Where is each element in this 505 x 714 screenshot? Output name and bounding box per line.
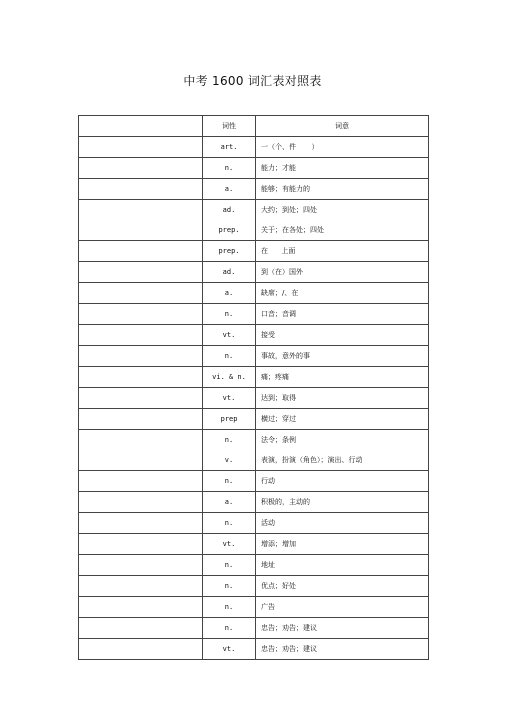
- part-of-speech-cell: [203, 346, 256, 367]
- part-of-speech-text: ad.: [222, 268, 236, 276]
- meaning-text: 广告: [261, 603, 275, 611]
- meaning-text: 达到；取得: [261, 394, 296, 402]
- table-row: [79, 262, 429, 283]
- header-part-of-speech: 词性: [203, 116, 256, 137]
- meaning-text: 行动: [261, 477, 275, 485]
- word-cell: [79, 597, 203, 618]
- word-text: [79, 220, 202, 240]
- word-text: [79, 409, 202, 429]
- table-row: [79, 534, 429, 555]
- part-of-speech-cell: [203, 555, 256, 576]
- meaning-text: 法令；条例: [261, 436, 296, 444]
- word-text: [79, 430, 202, 450]
- table-row: [79, 367, 429, 388]
- table-row: [79, 388, 429, 409]
- meaning-text: 增添；增加: [261, 540, 296, 548]
- meaning-text: 事故，意外的事: [261, 352, 310, 360]
- part-of-speech-cell: [203, 492, 256, 513]
- meaning-text: 表演，扮演（角色）；演出、行动: [261, 456, 363, 464]
- table-row: [79, 492, 429, 513]
- meaning-text: 能够；有能力的: [261, 185, 310, 193]
- meaning-cell: [256, 158, 429, 179]
- word-text: [79, 576, 202, 596]
- part-of-speech-cell: [203, 158, 256, 179]
- part-of-speech-cell: [203, 283, 256, 304]
- meaning-cell: [256, 346, 429, 367]
- meaning-text: 一（个、件 ）: [261, 143, 319, 151]
- meaning-text: 忠告；劝告；建议: [261, 645, 317, 653]
- part-of-speech-cell: [203, 388, 256, 409]
- word-text: [79, 304, 202, 324]
- word-text: [79, 618, 202, 638]
- part-of-speech-text: vt.: [222, 645, 236, 653]
- page-title: 中考 1600 词汇表对照表: [183, 74, 322, 88]
- table-header-row: [79, 116, 429, 137]
- part-of-speech-text: n.: [224, 310, 234, 318]
- part-of-speech-cell: [203, 576, 256, 597]
- meaning-cell: [256, 325, 429, 346]
- word-cell: [79, 200, 203, 241]
- word-text: [79, 262, 202, 282]
- header-word: [79, 116, 203, 137]
- word-text: [79, 513, 202, 533]
- part-of-speech-cell: [203, 200, 256, 241]
- word-cell: [79, 639, 203, 660]
- part-of-speech-text: vt.: [222, 331, 236, 339]
- word-text: [79, 158, 202, 178]
- word-cell: [79, 576, 203, 597]
- meaning-text: 能力；才能: [261, 164, 296, 172]
- word-cell: [79, 241, 203, 262]
- part-of-speech-cell: [203, 241, 256, 262]
- word-text: [79, 597, 202, 617]
- word-cell: [79, 513, 203, 534]
- meaning-cell: [256, 388, 429, 409]
- part-of-speech-text: ad.: [222, 206, 236, 214]
- table-row: [79, 200, 429, 241]
- word-text: [79, 492, 202, 512]
- meaning-text: 痛；疼痛: [261, 373, 289, 381]
- table-row: [79, 137, 429, 158]
- part-of-speech-cell: [203, 639, 256, 660]
- part-of-speech-cell: [203, 304, 256, 325]
- word-cell: [79, 325, 203, 346]
- part-of-speech-cell: [203, 325, 256, 346]
- meaning-text: 积极的，主动的: [261, 498, 310, 506]
- meaning-cell: [256, 597, 429, 618]
- part-of-speech-text: v.: [224, 456, 234, 464]
- word-cell: [79, 262, 203, 283]
- word-text: [79, 346, 202, 366]
- word-cell: [79, 534, 203, 555]
- meaning-cell: [256, 430, 429, 471]
- part-of-speech-cell: [203, 534, 256, 555]
- table-row: [79, 409, 429, 430]
- meaning-cell: [256, 513, 429, 534]
- part-of-speech-cell: [203, 618, 256, 639]
- table-row: [79, 430, 429, 471]
- part-of-speech-text: n.: [224, 624, 234, 632]
- table-row: [79, 179, 429, 200]
- word-text: [79, 137, 202, 157]
- table-row: [79, 304, 429, 325]
- word-text: [79, 325, 202, 345]
- part-of-speech-text: n.: [224, 477, 234, 485]
- meaning-cell: [256, 492, 429, 513]
- header-meaning: 词意: [256, 116, 429, 137]
- meaning-text: 忠告；劝告；建议: [261, 624, 317, 632]
- meaning-cell: [256, 179, 429, 200]
- meaning-cell: [256, 241, 429, 262]
- part-of-speech-cell: [203, 137, 256, 158]
- meaning-cell: [256, 200, 429, 241]
- meaning-text: 横过；穿过: [261, 415, 296, 423]
- part-of-speech-cell: [203, 597, 256, 618]
- word-text: [79, 471, 202, 491]
- word-cell: [79, 179, 203, 200]
- meaning-text: 优点；好处: [261, 582, 296, 590]
- word-cell: [79, 283, 203, 304]
- table-row: [79, 618, 429, 639]
- word-cell: [79, 492, 203, 513]
- table-row: [79, 241, 429, 262]
- part-of-speech-text: prep.: [218, 247, 240, 255]
- word-cell: [79, 158, 203, 179]
- word-cell: [79, 137, 203, 158]
- meaning-cell: [256, 555, 429, 576]
- table-row: [79, 471, 429, 492]
- part-of-speech-text: prep.: [218, 226, 240, 234]
- part-of-speech-cell: [203, 513, 256, 534]
- part-of-speech-text: a.: [224, 498, 234, 506]
- part-of-speech-cell: [203, 471, 256, 492]
- part-of-speech-cell: [203, 430, 256, 471]
- meaning-text: 关于；在各处；四处: [261, 226, 324, 234]
- word-cell: [79, 471, 203, 492]
- word-cell: [79, 430, 203, 471]
- part-of-speech-text: art.: [220, 143, 238, 151]
- word-text: [79, 388, 202, 408]
- word-text: [79, 179, 202, 199]
- meaning-cell: [256, 639, 429, 660]
- table-row: [79, 513, 429, 534]
- part-of-speech-cell: [203, 179, 256, 200]
- meaning-text: 大约；到处；四处: [261, 206, 317, 214]
- part-of-speech-text: vi. & n.: [212, 373, 246, 381]
- word-cell: [79, 409, 203, 430]
- word-text: [79, 639, 202, 659]
- word-cell: [79, 388, 203, 409]
- part-of-speech-text: vt.: [222, 540, 236, 548]
- word-text: [79, 200, 202, 220]
- vocabulary-table: [78, 115, 429, 660]
- word-text: [79, 534, 202, 554]
- part-of-speech-text: prep: [220, 415, 238, 423]
- word-text: [79, 367, 202, 387]
- table-row: [79, 576, 429, 597]
- word-cell: [79, 555, 203, 576]
- table-row: [79, 346, 429, 367]
- part-of-speech-text: a.: [224, 185, 234, 193]
- table-row: [79, 597, 429, 618]
- table-row: [79, 555, 429, 576]
- meaning-cell: [256, 534, 429, 555]
- part-of-speech-text: n.: [224, 352, 234, 360]
- part-of-speech-text: n.: [224, 436, 234, 444]
- meaning-cell: [256, 618, 429, 639]
- word-cell: [79, 367, 203, 388]
- part-of-speech-text: n.: [224, 164, 234, 172]
- table-row: [79, 283, 429, 304]
- meaning-text: 地址: [261, 561, 275, 569]
- part-of-speech-text: n.: [224, 561, 234, 569]
- meaning-cell: [256, 367, 429, 388]
- part-of-speech-cell: [203, 367, 256, 388]
- meaning-text: 口音；音调: [261, 310, 296, 318]
- meaning-cell: [256, 137, 429, 158]
- meaning-cell: [256, 409, 429, 430]
- meaning-text: 在 上面: [261, 247, 296, 255]
- table-row: [79, 158, 429, 179]
- meaning-text: 到（在）国外: [261, 268, 303, 276]
- word-text: [79, 283, 202, 303]
- part-of-speech-text: n.: [224, 582, 234, 590]
- word-cell: [79, 304, 203, 325]
- word-cell: [79, 346, 203, 367]
- meaning-cell: [256, 471, 429, 492]
- part-of-speech-text: a.: [224, 289, 234, 297]
- meaning-cell: [256, 283, 429, 304]
- part-of-speech-text: n.: [224, 603, 234, 611]
- word-text: [79, 555, 202, 575]
- meaning-text: 缺席；/、在: [261, 289, 299, 297]
- meaning-cell: [256, 262, 429, 283]
- part-of-speech-cell: [203, 262, 256, 283]
- part-of-speech-cell: [203, 409, 256, 430]
- part-of-speech-text: vt.: [222, 394, 236, 402]
- table-row: [79, 639, 429, 660]
- word-text: [79, 450, 202, 470]
- meaning-cell: [256, 304, 429, 325]
- meaning-cell: [256, 576, 429, 597]
- table-row: [79, 325, 429, 346]
- word-cell: [79, 618, 203, 639]
- part-of-speech-text: n.: [224, 519, 234, 527]
- meaning-text: 活动: [261, 519, 275, 527]
- meaning-text: 接受: [261, 331, 275, 339]
- word-text: [79, 241, 202, 261]
